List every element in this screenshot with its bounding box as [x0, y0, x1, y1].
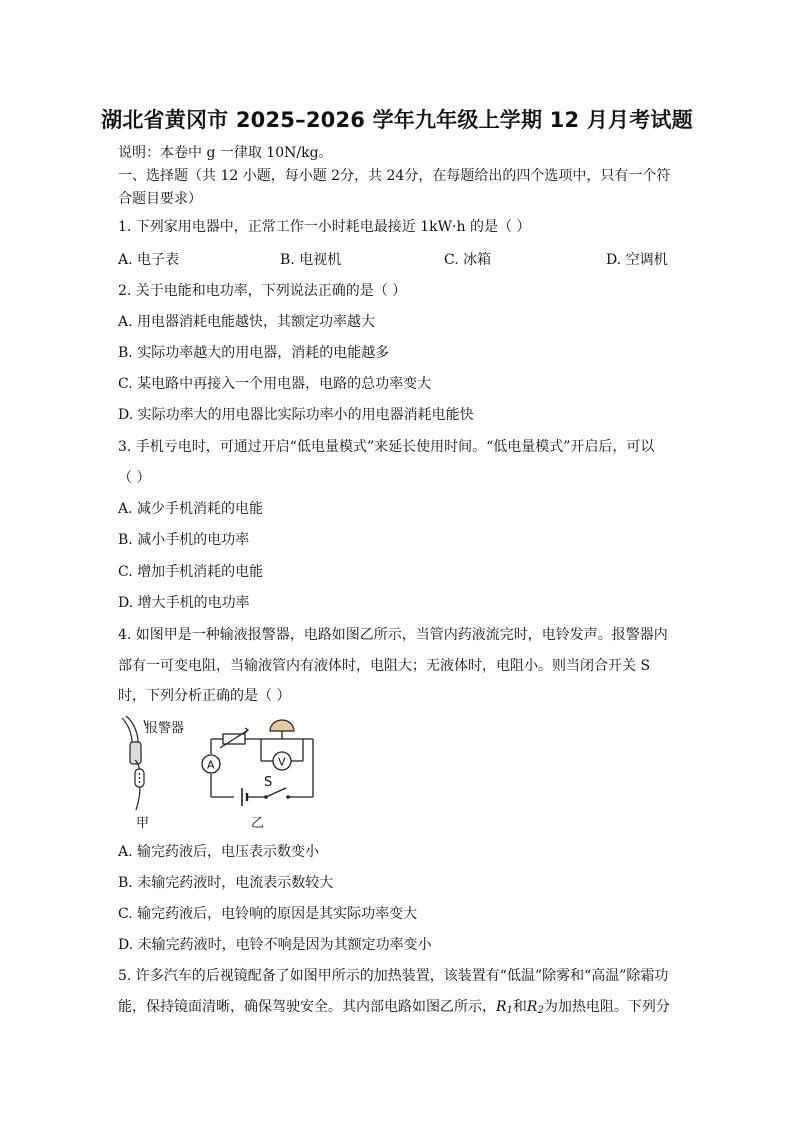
q2-option-c[interactable]: C. 某电路中再接入一个用电器，电路的总功率变大	[118, 376, 432, 392]
r1-symbol: $R_1$	[496, 999, 513, 1016]
alarm-label: 报警器	[145, 721, 185, 736]
q4-option-b[interactable]: B. 未输完药液时，电流表示数较大	[118, 875, 334, 891]
q3-stem-line1: 3. 手机亏电时，可通过开启“低电量模式”来延长使用时间。“低电量模式”开启后，可以	[118, 439, 655, 455]
q4-option-a[interactable]: A. 输完药液后，电压表示数变小	[118, 844, 320, 860]
section-heading-line2: 合题目要求）	[118, 191, 202, 207]
q1-stem: 1. 下列家用电器中，正常工作一小时耗电最接近 1kW·h 的是（ ）	[118, 219, 531, 235]
q2-option-d[interactable]: D. 实际功率大的用电器比实际功率小的用电器消耗电能快	[118, 407, 474, 423]
voltmeter-symbol: V	[278, 755, 286, 769]
q5-stem-text-b: 和	[512, 999, 527, 1015]
q5-stem-line2	[118, 997, 670, 1021]
page-title: 湖北省黄冈市 2025–2026 学年九年级上学期 12 月月考试题	[101, 108, 693, 132]
section-heading-line1: 一、选择题（共 12 小题，每小题 2分，共 24分，在每题给出的四个选项中，只有一个符	[118, 168, 671, 184]
instruction-note: 说明：本卷中 g 一律取 10N/kg。	[118, 145, 333, 161]
switch-pivot	[264, 795, 268, 799]
alarm-device-illustration	[122, 716, 146, 810]
q3-stem-line2: （ ）	[118, 470, 151, 486]
q3-option-d[interactable]: D. 增大手机的电功率	[118, 595, 250, 611]
q2-option-b[interactable]: B. 实际功率越大的用电器，消耗的电能越多	[118, 345, 390, 361]
q4-stem-line2: 部有一可变电阻，当输液管内有液体时，电阻大；无液体时，电阻小。则当闭合开关 S	[118, 658, 651, 674]
q2-stem: 2. 关于电能和电功率，下列说法正确的是（ ）	[118, 283, 407, 299]
circuit-diagram	[211, 728, 313, 806]
q2-option-a[interactable]: A. 用电器消耗电能越快，其额定功率越大	[118, 314, 376, 330]
q3-option-c[interactable]: C. 增加手机消耗的电能	[118, 564, 264, 580]
q1-option-c[interactable]: C. 冰箱	[444, 252, 492, 268]
q1-option-d[interactable]: D. 空调机	[606, 252, 668, 268]
q1-option-a[interactable]: A. 电子表	[118, 252, 180, 268]
electric-bell-icon	[270, 720, 294, 731]
q4-stem-line3: 时，下列分析正确的是（ ）	[118, 688, 291, 704]
q4-stem-line1: 4. 如图甲是一种输液报警器，电路如图乙所示，当管内药液流完时，电铃发声。报警器内	[118, 627, 668, 643]
q4-figure	[118, 714, 328, 832]
q3-option-a[interactable]: A. 减少手机消耗的电能	[118, 501, 264, 517]
figure-caption-yi: 乙	[251, 816, 265, 831]
q1-option-b[interactable]: B. 电视机	[280, 252, 342, 268]
q3-option-b[interactable]: B. 减小手机的电功率	[118, 532, 250, 548]
q4-option-d[interactable]: D. 未输完药液时，电铃不响是因为其额定功率变小	[118, 937, 432, 953]
q4-option-c[interactable]: C. 输完药液后，电铃响的原因是其实际功率变大	[118, 906, 418, 922]
figure-caption-jia: 甲	[136, 816, 150, 831]
q5-stem-text-a: 能，保持镜面清晰，确保驾驶安全。其内部电路如图乙所示，	[118, 999, 496, 1015]
q5-stem-line1: 5. 许多汽车的后视镜配备了如图甲所示的加热装置，该装置有“低温”除雾和“高温”除霜功	[118, 968, 669, 984]
switch-contact	[286, 795, 290, 799]
ammeter-symbol: A	[207, 758, 215, 772]
switch-label: S	[264, 775, 273, 790]
r2-symbol: $R_2$	[526, 999, 544, 1016]
tube-lower	[136, 787, 140, 810]
q5-stem-text-c: 为加热电阻。下列分	[543, 999, 670, 1015]
